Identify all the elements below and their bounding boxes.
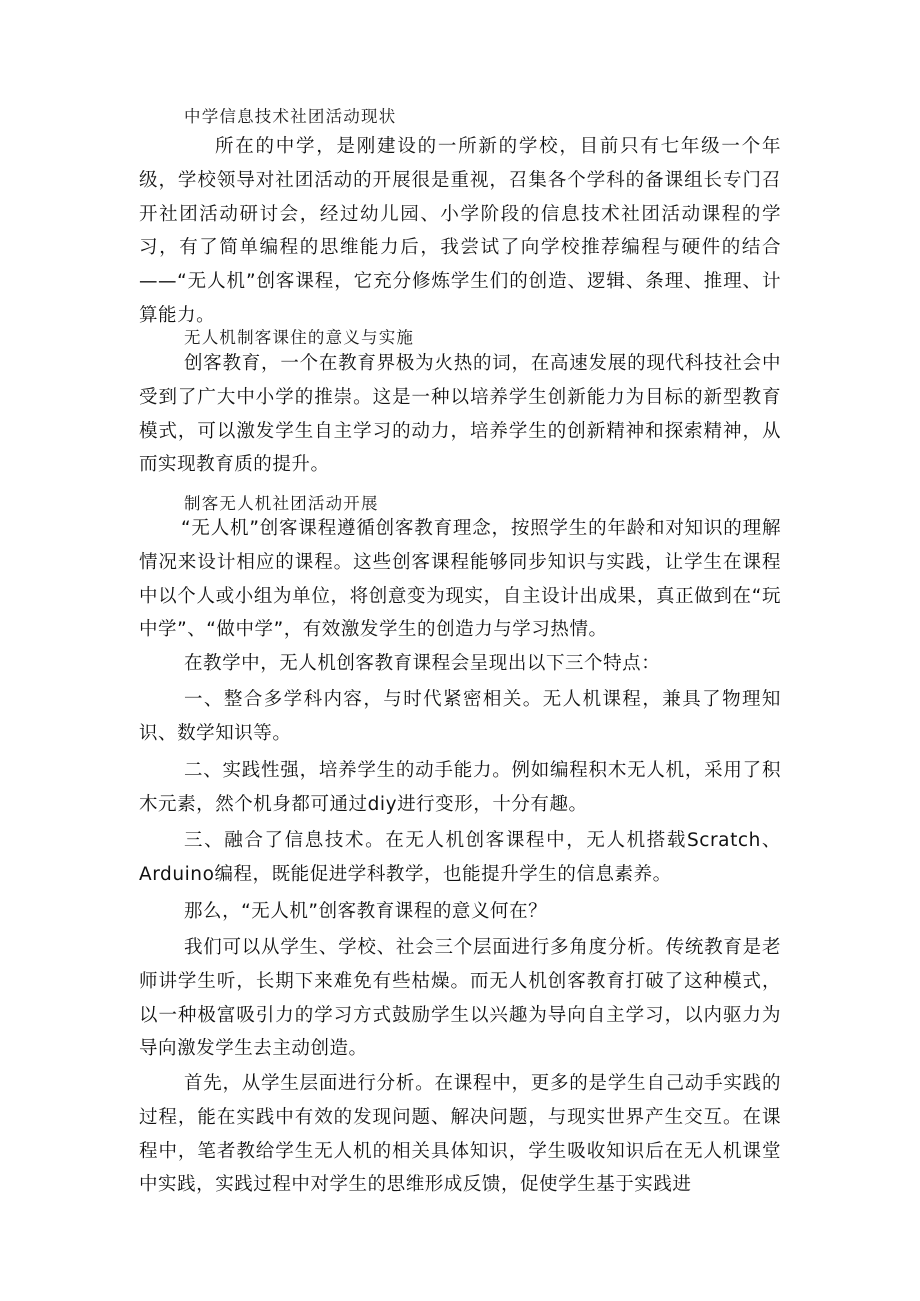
- paragraph: “无人机”创客课程遵循创客教育理念，按照学生的年龄和对知识的理解情况来设计相应的课程。这些创客课程能够同步知识与实践，让学生在课程中以个人或小组为单位，将创意变为现实，自主设计出成果，真正做到在“玩中学”、“做中学”，有效激发学生的创造力与学习热情。: [139, 518, 781, 641]
- paragraph: 一、整合多学科内容，与时代紧密相关。无人机课程，兼具了物理知识、数学知识等。: [139, 689, 781, 744]
- paragraph: 创客教育，一个在教育界极为火热的词，在高速发展的现代科技社会中受到了广大中小学的推崇。这是一种以培养学生创新能力为目标的新型教育模式，可以激发学生自主学习的动力，培养学生的创新精神和探索精神，从而实现教育质的提升。: [139, 353, 781, 476]
- paragraph: 三、融合了信息技术。在无人机创客课程中，无人机搭载Scratch、Arduino编程，既能促进学科教学，也能提升学生的信息素养。: [139, 830, 781, 885]
- paragraph: 那么，“无人机”创客教育课程的意义何在？: [184, 901, 548, 922]
- section-heading: 制客无人机社团活动开展: [184, 494, 379, 513]
- paragraph: 二、实践性强，培养学生的动手能力。例如编程积木无人机，采用了积木元素，然个机身都可通过diy进行变形，十分有趣。: [139, 760, 781, 815]
- section-heading: 无人机制客课住的意义与实施: [184, 328, 415, 347]
- paragraph: 首先，从学生层面进行分析。在课程中，更多的是学生自己动手实践的过程，能在实践中有效的发现问题、解决问题，与现实世界产生交互。在课程中，笔者教给学生无人机的相关具体知识，学生吸收知识后在无人机课堂中实践，实践过程中对学生的思维形成反馈，促使学生基于实践进: [139, 1073, 781, 1196]
- paragraph: 在教学中，无人机创客教育课程会呈现出以下三个特点：: [184, 653, 661, 674]
- paragraph: 所在的中学，是刚建设的一所新的学校，目前只有七年级一个年级，学校领导对社团活动的开展很是重视，召集各个学科的备课组长专门召开社团活动研讨会，经过幼儿园、小学阶段的信息技术社团活动课程的学习，有了简单编程的思维能力后，我尝试了向学校推荐编程与硬件的结合——“无人机”创客课程，它充分修炼学生们的创造、逻辑、条理、推理、计算能力。: [139, 136, 781, 326]
- paragraph: 我们可以从学生、学校、社会三个层面进行多角度分析。传统教育是老师讲学生听，长期下来难免有些枯燥。而无人机创客教育打破了这种模式，以一种极富吸引力的学习方式鼓励学生以兴趣为导向自主学习，以内驱力为导向激发学生去主动创造。: [139, 937, 781, 1060]
- section-heading: 中学信息技术社团活动现状: [184, 107, 397, 126]
